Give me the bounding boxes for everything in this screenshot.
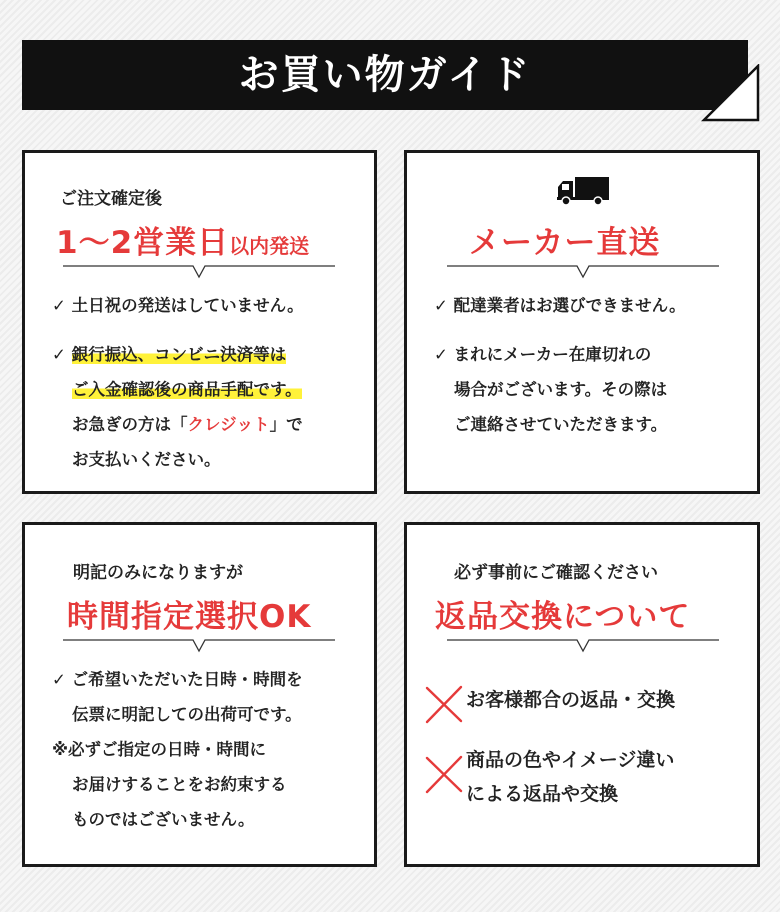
check-icon: ✓ — [52, 670, 66, 689]
returns-item-1: お客様都合の返品・交換 — [466, 689, 676, 711]
time-card — [22, 522, 377, 867]
maker-line-2: ✓ まれにメーカー在庫切れの — [434, 345, 652, 364]
returns-card — [404, 522, 760, 867]
check-icon: ✓ — [52, 296, 66, 315]
truck-icon — [556, 176, 610, 206]
time-line-1: ✓ ご希望いただいた日時・時間を — [52, 670, 303, 689]
check-icon: ✓ — [52, 345, 66, 364]
shipping-headline-small: 以内発送 — [229, 234, 310, 258]
maker-line-4: ご連絡させていただきます。 — [454, 415, 668, 434]
credit-label: クレジット — [187, 415, 270, 434]
time-note-1: ※必ずご指定の日時・時間に — [52, 740, 267, 759]
shipping-headline — [56, 217, 309, 262]
returns-subtitle: 必ず事前にご確認ください — [454, 563, 658, 583]
maker-headline: メーカー直送 — [469, 225, 661, 261]
shipping-line-5: お支払いください。 — [72, 450, 221, 469]
maker-line-3: 場合がございます。その際は — [454, 380, 668, 399]
shipping-line-2: ✓ 銀行振込、コンビニ決済等は — [52, 345, 287, 364]
divider-chevron — [63, 265, 335, 279]
cross-icon — [424, 754, 464, 794]
shipping-headline-main: 1〜2営業日 — [56, 225, 230, 261]
banner-tail-icon — [700, 64, 762, 124]
maker-line-1: ✓ 配達業者はお選びできません。 — [434, 296, 686, 315]
guide-banner — [22, 40, 748, 110]
returns-item-2a: 商品の色やイメージ違い — [466, 749, 675, 771]
shipping-subtitle: ご注文確定後 — [60, 189, 162, 209]
cross-icon — [424, 684, 464, 724]
check-icon: ✓ — [434, 345, 448, 364]
time-headline: 時間指定選択OK — [67, 599, 312, 635]
shipping-card — [22, 150, 377, 494]
returns-item-2b: による返品や交換 — [466, 783, 619, 805]
time-note-2: お届けすることをお約束する — [72, 775, 287, 794]
page-title: お買い物ガイド — [238, 52, 532, 98]
time-line-2: 伝票に明記しての出荷可です。 — [72, 705, 302, 724]
divider-chevron — [447, 639, 719, 653]
divider-chevron — [63, 639, 335, 653]
shipping-line-1: ✓ 土日祝の発送はしていません。 — [52, 296, 304, 315]
maker-card — [404, 150, 760, 494]
shipping-line-4: お急ぎの方は「クレジット」で — [72, 415, 303, 434]
time-subtitle: 明記のみになりますが — [73, 563, 243, 583]
divider-chevron — [447, 265, 719, 279]
check-icon: ✓ — [434, 296, 448, 315]
time-note-3: ものではございません。 — [72, 810, 255, 829]
shipping-line-3: ご入金確認後の商品手配です。 — [72, 380, 302, 399]
returns-headline: 返品交換について — [435, 599, 691, 635]
